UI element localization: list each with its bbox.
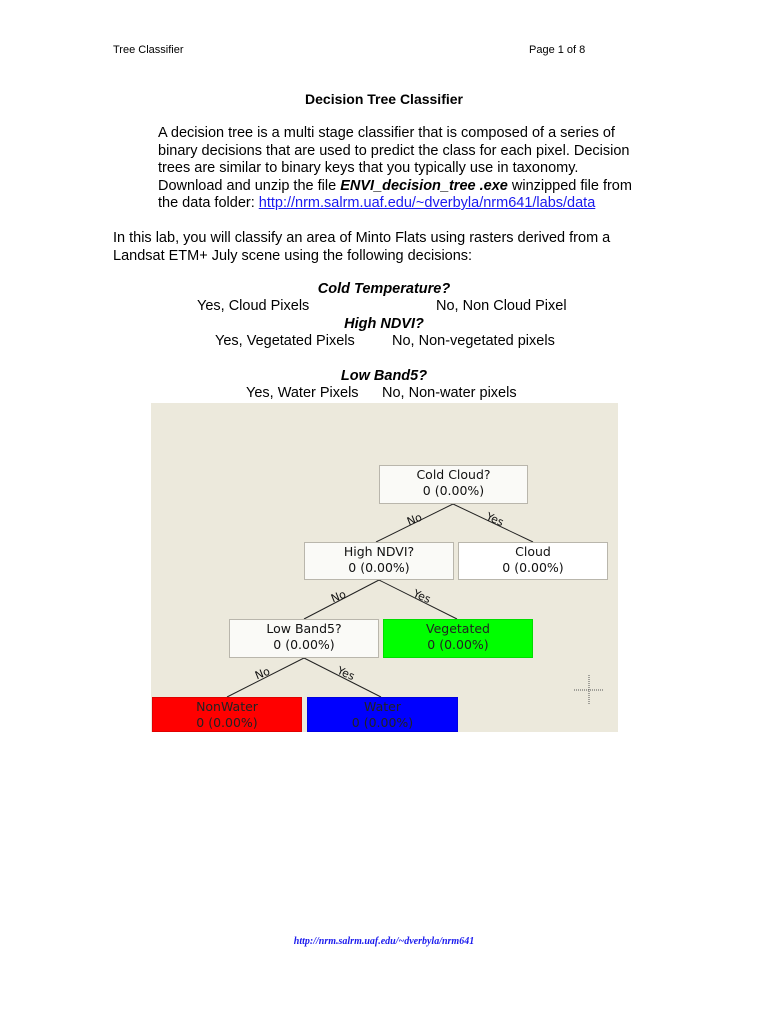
node-cold-cloud[interactable] xyxy=(379,465,528,504)
decision-1-yes: Yes, Cloud Pixels xyxy=(197,298,310,314)
node-label: Water xyxy=(364,699,401,714)
intro-text: A decision tree is a multi stage classifier that is composed of a series of binary decisions that are used to predict the class for each pixel. Decision trees are similar to binary keys that you typically use in taxonomy. xyxy=(158,125,630,176)
intro-paragraph xyxy=(113,125,653,213)
decision-1-question: Cold Temperature? xyxy=(317,281,451,297)
crosshair-icon xyxy=(574,675,604,705)
header-title: Tree Classifier xyxy=(113,44,184,56)
lab-description: In this lab, you will classify an area of Minto Flats using rasters derived from a Landsat ETM+ July scene using the following decisions: xyxy=(113,230,611,264)
node-label: Vegetated xyxy=(426,621,490,636)
decision-3-question: Low Band5? xyxy=(340,368,428,384)
node-label: High NDVI? xyxy=(343,544,415,559)
edge-label-no: No xyxy=(405,510,424,529)
decision-1-no: No, Non Cloud Pixel xyxy=(436,298,567,314)
decision-tree-diagram xyxy=(151,403,618,732)
page-number: Page 1 of 8 xyxy=(529,44,586,56)
node-value: 0 (0.00%) xyxy=(502,560,564,575)
node-value: 0 (0.00%) xyxy=(348,560,410,575)
node-value: 0 (0.00%) xyxy=(273,637,335,652)
download-prefix: Download and unzip the file xyxy=(158,177,341,194)
node-label: Cold Cloud? xyxy=(416,467,491,482)
node-high-ndvi[interactable] xyxy=(304,542,454,580)
node-label: Low Band5? xyxy=(266,621,342,636)
decision-2-question: High NDVI? xyxy=(344,316,424,332)
node-value: 0 (0.00%) xyxy=(427,637,489,652)
node-label: Cloud xyxy=(515,544,551,559)
node-label: NonWater xyxy=(196,699,258,714)
edge-label-no: No xyxy=(329,587,348,606)
node-cloud[interactable] xyxy=(458,542,608,580)
edge-label-yes: Yes xyxy=(335,663,357,684)
edge-label-yes: Yes xyxy=(484,509,506,530)
node-water[interactable] xyxy=(307,697,458,732)
node-value: 0 (0.00%) xyxy=(196,715,258,730)
edge-label-no: No xyxy=(253,664,272,683)
page-title: Decision Tree Classifier xyxy=(305,91,463,107)
download-suffix: winzipped file from the data folder: xyxy=(158,177,632,211)
file-name: ENVI_decision_tree .exe xyxy=(340,177,508,194)
data-folder-link[interactable]: http://nrm.salrm.uaf.edu/~dverbyla/nrm641/labs/data xyxy=(258,195,596,211)
decision-2-yes: Yes, Vegetated Pixels xyxy=(215,333,355,349)
edge-label-yes: Yes xyxy=(411,586,433,607)
download-text xyxy=(113,178,653,213)
decision-3-no: No, Non-water pixels xyxy=(382,385,517,401)
node-nonwater[interactable] xyxy=(152,697,302,732)
node-low-band5[interactable] xyxy=(229,619,379,658)
node-vegetated[interactable] xyxy=(383,619,533,658)
decision-3-yes: Yes, Water Pixels xyxy=(246,385,359,401)
decision-2-no: No, Non-vegetated pixels xyxy=(392,333,555,349)
node-value: 0 (0.00%) xyxy=(351,715,414,730)
footer-link[interactable]: http://nrm.salrm.uaf.edu/~dverbyla/nrm641 xyxy=(293,936,475,947)
node-value: 0 (0.00%) xyxy=(422,483,485,498)
